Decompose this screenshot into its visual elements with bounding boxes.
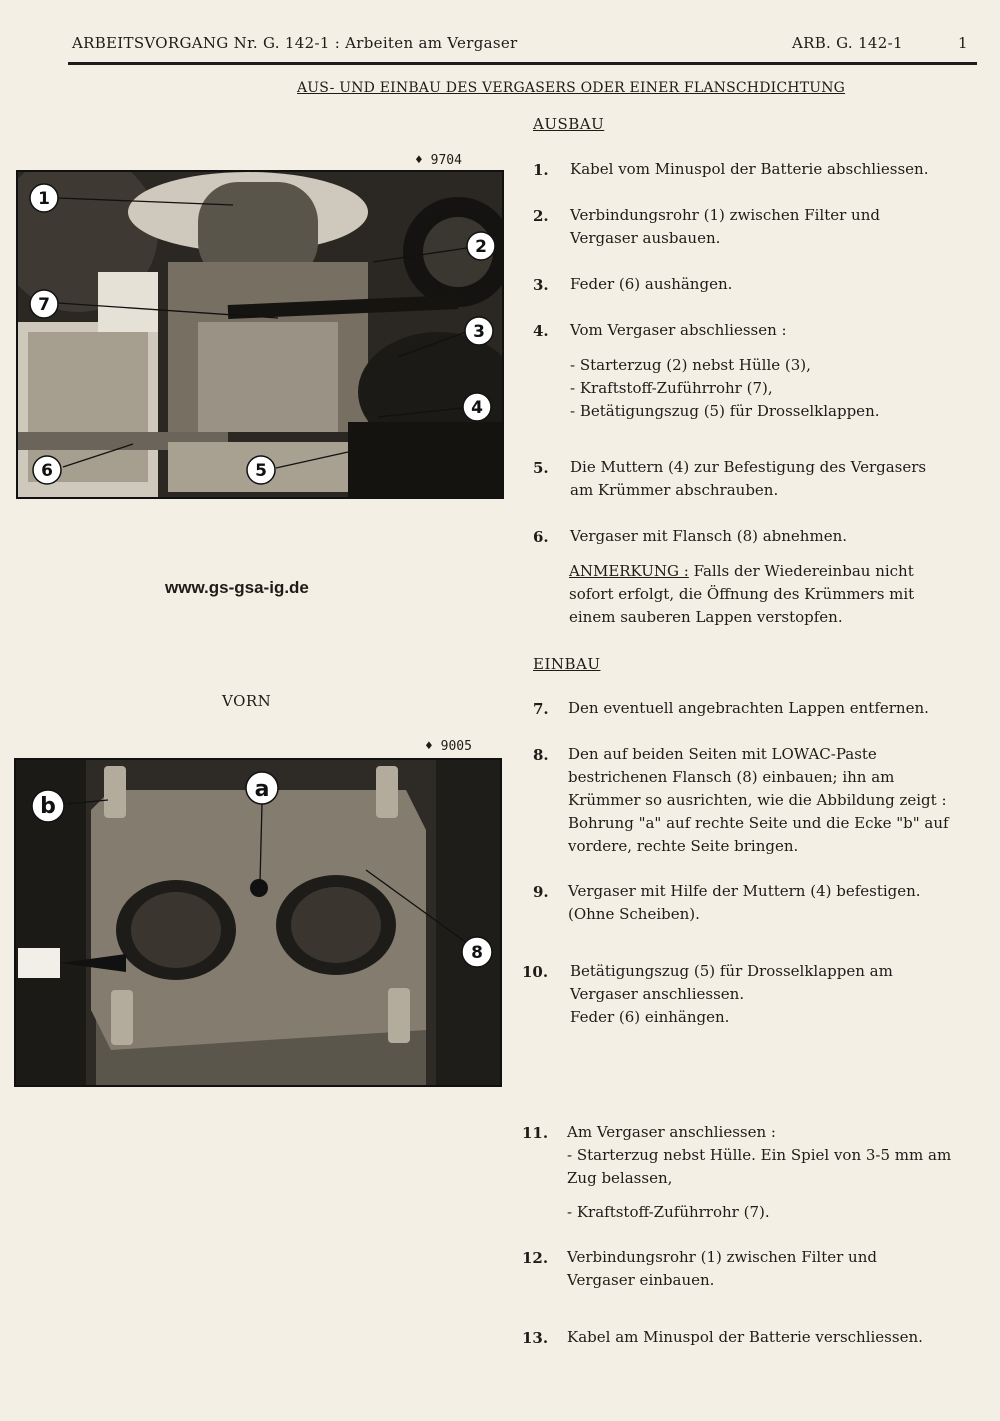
note (569, 560, 949, 629)
step-number: 3. (533, 276, 549, 294)
step-text: Kabel vom Minuspol der Batterie abschliessen. (570, 160, 929, 178)
step-number: 9. (533, 883, 549, 901)
engine-photo (16, 170, 504, 499)
section-heading-ausbau: AUSBAU (533, 115, 605, 133)
step-text: Kabel am Minuspol der Batterie verschliessen. (567, 1328, 923, 1346)
step-text: Den eventuell angebrachten Lappen entfernen. (568, 699, 929, 717)
step-number: 7. (533, 700, 549, 718)
header-right: ARB. G. 142-1 (792, 34, 903, 52)
header-rule (68, 62, 977, 65)
sub-item: - Kraftstoff-Zuführrohr (7). (567, 1203, 770, 1221)
step-text: Den auf beiden Seiten mit LOWAC-Paste bestrichenen Flansch (8) einbauen; ihn am Krümmer so ausrichten, wie die Abbildung zeigt : Bohrung "a" auf rechte Seite und die Ecke "b" auf vordere, rechte Seite bringen. (568, 745, 949, 855)
callout-label: 8 (471, 943, 483, 963)
callout-label: 6 (41, 461, 53, 481)
step-number: 1. (533, 161, 549, 179)
sub-item: - Betätigungszug (5) für Drosselklappen. (570, 402, 880, 420)
callout-label: 5 (255, 461, 267, 481)
note-label: ANMERKUNG : (569, 562, 689, 580)
step-extra: Feder (6) einhängen. (570, 1008, 730, 1026)
step-text: Die Muttern (4) zur Befestigung des Vergasers am Krümmer abschrauben. (570, 458, 927, 499)
callout-4 (463, 393, 491, 421)
callout-label: b (40, 794, 56, 819)
callout-8 (462, 937, 492, 967)
header-left: ARBEITSVORGANG Nr. G. 142-1 : Arbeiten am Vergaser (72, 34, 518, 52)
website-url: www.gs-gsa-ig.de (165, 578, 309, 597)
page-title: AUS- UND EINBAU DES VERGASERS ODER EINER FLANSCHDICHTUNG (297, 80, 846, 96)
figure-reference: ♦ 9704 (415, 153, 462, 168)
step-number: 6. (533, 528, 549, 546)
callout-label: 2 (475, 237, 487, 257)
sub-item: - Starterzug (2) nebst Hülle (3), (570, 356, 811, 374)
step-number: 11. (522, 1124, 549, 1142)
note-text: Falls der Wiedereinbau nicht sofort erfolgt, die Öffnung des Krümmers mit einem sauberen Lappen verstopfen. (569, 562, 915, 626)
step-number: 8. (533, 746, 549, 764)
callout-3 (465, 317, 493, 345)
callout-5 (247, 456, 275, 484)
step-number: 12. (522, 1249, 549, 1267)
step-text: Vergaser mit Hilfe der Muttern (4) befestigen. (Ohne Scheiben). (568, 882, 921, 923)
callout-2 (467, 232, 495, 260)
callout-label: 4 (471, 398, 483, 418)
step-text: Verbindungsrohr (1) zwischen Filter und Vergaser ausbauen. (570, 206, 880, 247)
section-heading-einbau: EINBAU (533, 655, 601, 673)
callout-b (32, 790, 64, 822)
step-text: Vom Vergaser abschliessen : (570, 321, 787, 339)
step-number: 10. (522, 963, 549, 981)
step-text: Betätigungszug (5) für Drosselklappen am Vergaser anschliessen. (570, 962, 893, 1003)
callout-a (246, 772, 278, 804)
flange-photo (14, 758, 502, 1087)
step-number: 13. (522, 1329, 549, 1347)
orientation-label: VORN (222, 692, 272, 710)
callout-label: 7 (38, 295, 50, 315)
callout-label: a (254, 777, 270, 802)
callout-1 (30, 184, 58, 212)
callout-7 (30, 290, 58, 318)
step-number: 2. (533, 207, 549, 225)
callout-6 (33, 456, 61, 484)
sub-item: - Kraftstoff-Zuführrohr (7), (570, 379, 773, 397)
figure-reference: ♦ 9005 (425, 739, 472, 754)
step-text: Vergaser mit Flansch (8) abnehmen. (570, 527, 848, 545)
page-number: 1 (958, 34, 968, 52)
step-text: Feder (6) aushängen. (570, 275, 733, 293)
callout-label: 1 (38, 189, 50, 209)
step-number: 5. (533, 459, 549, 477)
step-text: Am Vergaser anschliessen : (567, 1123, 776, 1141)
callout-label: 3 (473, 322, 485, 342)
step-text: Verbindungsrohr (1) zwischen Filter und Vergaser einbauen. (567, 1248, 877, 1289)
step-number: 4. (533, 322, 549, 340)
sub-item: - Starterzug nebst Hülle. Ein Spiel von 3-5 mm am Zug belassen, (567, 1146, 952, 1187)
